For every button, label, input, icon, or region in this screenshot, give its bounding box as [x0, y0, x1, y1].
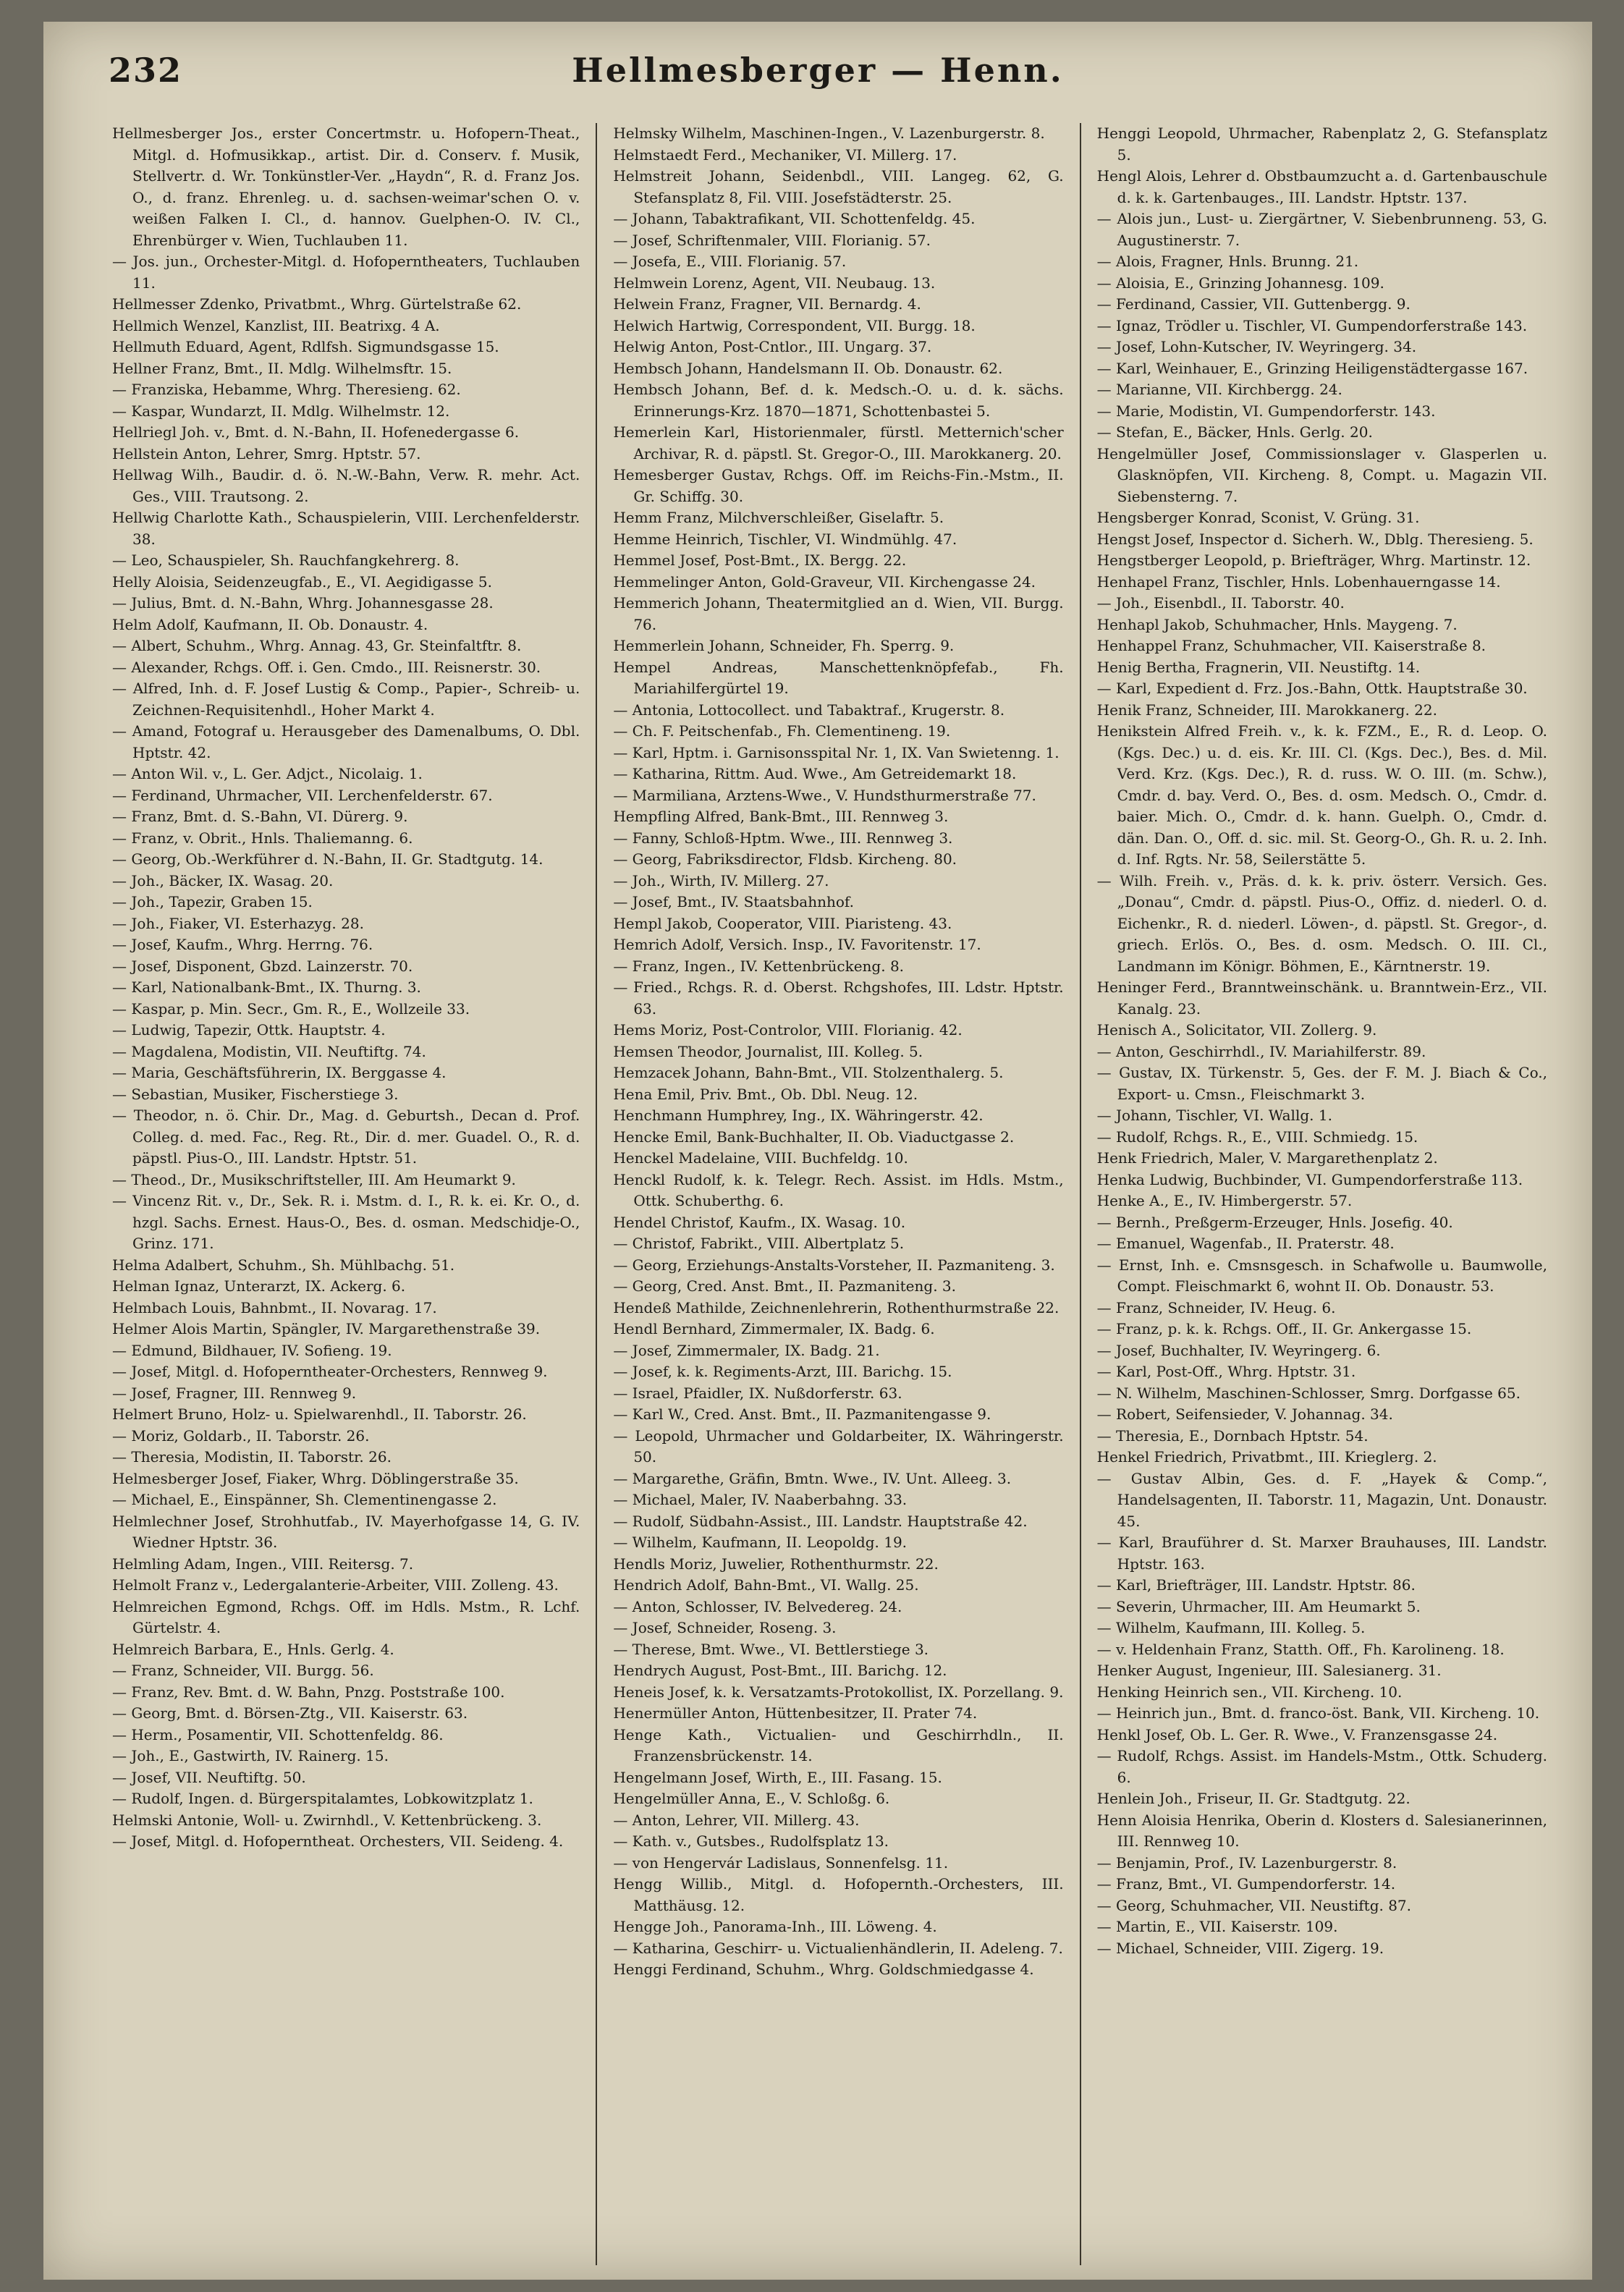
directory-entry: — Fanny, Schloß-Hptm. Wwe., III. Rennweg 3. [613, 829, 953, 847]
directory-entry: Helmstreit Johann, Seidenbdl., VIII. Langeg. 62, G. Stefansplatz 8, Fil. VIII. Josefstädterstr. 25. [613, 167, 1064, 206]
directory-entry: Henking Heinrich sen., VII. Kircheng. 10. [1096, 1683, 1403, 1701]
directory-entry: — Kaspar, Wundarzt, II. Mdlg. Wilhelmstr. 12. [112, 402, 450, 420]
directory-entry: — Theodor, n. ö. Chir. Dr., Mag. d. Geburtsh., Decan d. Prof. Colleg. d. med. Fac., Reg. Rt., Dir. d. mer. Guadel. O., R. d. päpstl. Pius-O., III. Landstr. Hptstr. 51. [112, 1107, 580, 1167]
directory-entry: — v. Heldenhain Franz, Statth. Off., Fh. Karolineng. 18. [1096, 1640, 1505, 1658]
directory-entry: — Josef, Kaufm., Whrg. Herrng. 76. [112, 936, 373, 953]
directory-entry: — Josef, Buchhalter, IV. Weyringerg. 6. [1096, 1341, 1381, 1359]
directory-entry: Hengst Josef, Inspector d. Sicherh. W., Dblg. Theresieng. 5. [1096, 530, 1534, 548]
directory-entry: Helmolt Franz v., Ledergalanterie-Arbeiter, VIII. Zolleng. 43. [112, 1576, 559, 1594]
directory-entry: — Rudolf, Rchgs. Assist. im Handels-Mstm., Ottk. Schuderg. 6. [1096, 1747, 1547, 1786]
directory-entry: — Marianne, VII. Kirchbergg. 24. [1096, 381, 1342, 398]
directory-entry: Henka Ludwig, Buchbinder, VI. Gumpendorferstraße 113. [1096, 1170, 1523, 1188]
directory-entry: — Vincenz Rit. v., Dr., Sek. R. i. Mstm. d. I., R. k. ei. Kr. O., d. hzgl. Sachs. Ernest. Haus-O., Bes. d. osman. Medschidje-O., Grinz. 171. [112, 1192, 580, 1252]
directory-entry: — Marie, Modistin, VI. Gumpendorferstr. 143. [1096, 402, 1436, 420]
directory-entry: Hempl Jakob, Cooperator, VIII. Piaristeng. 43. [613, 914, 952, 932]
directory-entry: — Franziska, Hebamme, Whrg. Theresieng. 62. [112, 381, 461, 398]
directory-entry: Helwein Franz, Fragner, VII. Bernardg. 4. [613, 295, 921, 313]
directory-entry: — Karl, Post-Off., Whrg. Hptstr. 31. [1096, 1363, 1356, 1380]
directory-entry: Hemzacek Johann, Bahn-Bmt., VII. Stolzenthalerg. 5. [613, 1064, 1004, 1081]
directory-entry: — Joh., Wirth, IV. Millerg. 27. [613, 871, 829, 889]
directory-entry: — Kath. v., Gutsbes., Rudolfsplatz 13. [613, 1832, 889, 1850]
directory-entry: — Georg, Fabriksdirector, Fldsb. Kircheng. 80. [613, 850, 957, 868]
directory-entry: Helly Aloisia, Seidenzeugfab., E., VI. Aegidigasse 5. [112, 572, 492, 591]
directory-entry: Hendrych August, Post-Bmt., III. Barichg. 12. [613, 1662, 947, 1679]
directory-entry: Hengg Willib., Mitgl. d. Hofopernth.-Orchesters, III. Matthäusg. 12. [613, 1875, 1064, 1914]
directory-entry: — Moriz, Goldarb., II. Taborstr. 26. [112, 1426, 370, 1445]
directory-entry: Henge Kath., Victualien- und Geschirrhdln., II. Franzensbrückenstr. 14. [613, 1725, 1064, 1764]
directory-entry: — Joh., E., Gastwirth, IV. Rainerg. 15. [112, 1747, 389, 1764]
directory-entry: — Robert, Seifensieder, V. Johannag. 34. [1096, 1405, 1393, 1423]
directory-entry: — Michael, Maler, IV. Naaberbahng. 33. [613, 1491, 908, 1508]
directory-entry: Hellmuth Eduard, Agent, Rdlfsh. Sigmundsgasse 15. [112, 338, 499, 355]
directory-entry: — Emanuel, Wagenfab., II. Praterstr. 48. [1096, 1235, 1395, 1252]
directory-entry: — Georg, Erziehungs-Anstalts-Vorsteher, II. Pazmaniteng. 3. [613, 1256, 1055, 1274]
directory-entry: Hems Moriz, Post-Controlor, VIII. Florianig. 42. [613, 1021, 963, 1039]
directory-entry: — Franz, Schneider, VII. Burgg. 56. [112, 1662, 374, 1679]
directory-entry: — Karl, Weinhauer, E., Grinzing Heiligenstädtergasse 167. [1096, 359, 1528, 377]
directory-entry: — Ferdinand, Cassier, VII. Guttenbergg. 9. [1096, 295, 1411, 313]
directory-entry: — Karl, Briefträger, III. Landstr. Hptstr. 86. [1096, 1576, 1416, 1594]
directory-entry: — Georg, Bmt. d. Börsen-Ztg., VII. Kaiserstr. 63. [112, 1704, 468, 1722]
directory-entry: — Rudolf, Rchgs. R., E., VIII. Schmiedg. 15. [1096, 1128, 1418, 1146]
directory-entry: Helmesberger Josef, Fiaker, Whrg. Döblingerstraße 35. [112, 1469, 519, 1487]
directory-entry: — Anton Wil. v., L. Ger. Adjct., Nicolaig. 1. [112, 765, 423, 782]
directory-entry: — Julius, Bmt. d. N.-Bahn, Whrg. Johannesgasse 28. [112, 594, 494, 612]
directory-entry: Helmwein Lorenz, Agent, VII. Neubaug. 13. [613, 274, 936, 292]
directory-entry: — Johann, Tischler, VI. Wallg. 1. [1096, 1107, 1332, 1124]
directory-entry: Hena Emil, Priv. Bmt., Ob. Dbl. Neug. 12. [613, 1085, 918, 1103]
directory-entry: Hellmich Wenzel, Kanzlist, III. Beatrixg. 4 A. [112, 316, 440, 334]
directory-entry: — Theresia, E., Dornbach Hptstr. 54. [1096, 1426, 1369, 1445]
running-head: Hellmesberger — Henn. [572, 51, 1064, 90]
directory-entry: — Alfred, Inh. d. F. Josef Lustig & Comp., Papier-, Schreib- u. Zeichnen-Requisitenhdl., Hoher Markt 4. [112, 680, 580, 719]
directory-entry: Heneis Josef, k. k. Versatzamts-Protokollist, IX. Porzellang. 9. [613, 1683, 1064, 1701]
directory-entry: — Franz, Bmt., VI. Gumpendorferstr. 14. [1096, 1875, 1396, 1893]
directory-entry: — Karl, Hptm. i. Garnisonsspital Nr. 1, IX. Van Swietenng. 1. [613, 743, 1060, 761]
directory-entry: Helmert Bruno, Holz- u. Spielwarenhdl., II. Taborstr. 26. [112, 1405, 527, 1423]
directory-entry: Hembsch Johann, Handelsmann II. Ob. Donaustr. 62. [613, 359, 1003, 377]
directory-entry: — Stefan, E., Bäcker, Hnls. Gerlg. 20. [1096, 423, 1373, 441]
directory-entry: Hendrich Adolf, Bahn-Bmt., VI. Wallg. 25. [613, 1576, 919, 1594]
directory-entry: Henn Aloisia Henrika, Oberin d. Klosters d. Salesianerinnen, III. Rennweg 10. [1096, 1811, 1547, 1850]
directory-entry: Helwich Hartwig, Correspondent, VII. Burgg. 18. [613, 316, 976, 334]
directory-entry: Henggi Leopold, Uhrmacher, Rabenplatz 2, G. Stefansplatz 5. [1096, 124, 1547, 164]
directory-entry: — Franz, Bmt. d. S.-Bahn, VI. Dürerg. 9. [112, 808, 408, 825]
directory-entry: Helmling Adam, Ingen., VIII. Reitersg. 7. [112, 1555, 414, 1573]
directory-entry: — Gustav Albin, Ges. d. F. „Hayek & Comp.“, Handelsagenten, II. Taborstr. 11, Magazin, Unt. Donaustr. 45. [1096, 1469, 1547, 1530]
directory-entry: Helmstaedt Ferd., Mechaniker, VI. Millerg. 17. [613, 145, 957, 164]
directory-entry: — Karl, Expedient d. Frz. Jos.-Bahn, Ottk. Hauptstraße 30. [1096, 680, 1528, 697]
directory-entry: — Michael, Schneider, VIII. Zigerg. 19. [1096, 1939, 1384, 1957]
directory-entry: — Georg, Ob.-Werkführer d. N.-Bahn, II. Gr. Stadtgutg. 14. [112, 850, 544, 868]
directory-entry: — Christof, Fabrikt., VIII. Albertplatz 5. [613, 1235, 905, 1252]
directory-entry: — Johann, Tabaktrafikant, VII. Schottenfeldg. 45. [613, 210, 976, 227]
directory-entry: — Heinrich jun., Bmt. d. franco-öst. Bank, VII. Kircheng. 10. [1096, 1704, 1540, 1722]
directory-entry: — Katharina, Rittm. Aud. Wwe., Am Getreidemarkt 18. [613, 765, 1017, 782]
directory-entry: Henker August, Ingenieur, III. Salesianerg. 31. [1096, 1662, 1442, 1679]
directory-entry: Helmlechner Josef, Strohhutfab., IV. Mayerhofgasse 14, G. IV. Wiedner Hptstr. 36. [112, 1512, 580, 1551]
directory-entry: — Kaspar, p. Min. Secr., Gm. R., E., Wollzeile 33. [112, 999, 470, 1018]
directory-entry: — Franz, p. k. k. Rchgs. Off., II. Gr. Ankergasse 15. [1096, 1320, 1472, 1337]
directory-entry: — Wilhelm, Kaufmann, III. Kolleg. 5. [1096, 1619, 1366, 1636]
directory-entry: — Anton, Lehrer, VII. Millerg. 43. [613, 1811, 860, 1829]
directory-entry: Hendls Moriz, Juwelier, Rothenthurmstr. 22. [613, 1555, 939, 1573]
directory-entry: Hellwag Wilh., Baudir. d. ö. N.-W.-Bahn, Verw. R. mehr. Act. Ges., VIII. Trautsong. 2. [112, 466, 580, 505]
directory-entry: Helmski Antonie, Woll- u. Zwirnhdl., V. Kettenbrückeng. 3. [112, 1811, 542, 1829]
directory-entry: — Anton, Schlosser, IV. Belvedereg. 24. [613, 1597, 902, 1615]
directory-entry: — Amand, Fotograf u. Herausgeber des Damenalbums, O. Dbl. Hptstr. 42. [112, 722, 580, 761]
directory-entry: Hendel Christof, Kaufm., IX. Wasag. 10. [613, 1213, 906, 1231]
directory-entry: — Josef, Fragner, III. Rennweg 9. [112, 1384, 357, 1402]
directory-entry: — Leo, Schauspieler, Sh. Rauchfangkehrerg. 8. [112, 551, 460, 569]
directory-entry: — Franz, Ingen., IV. Kettenbrückeng. 8. [613, 957, 905, 975]
directory-entry: Henhappel Franz, Schuhmacher, VII. Kaiserstraße 8. [1096, 637, 1486, 654]
directory-entry: — Josef, Mitgl. d. Hofoperntheat. Orchesters, VII. Seideng. 4. [112, 1832, 564, 1850]
directory-entry: Hellstein Anton, Lehrer, Smrg. Hptstr. 57. [112, 444, 421, 462]
directory-entry: — Marmiliana, Arztens-Wwe., V. Hundsthurmerstraße 77. [613, 786, 1036, 804]
directory-entry: Hellmesser Zdenko, Privatbmt., Whrg. Gürtelstraße 62. [112, 295, 522, 313]
directory-entry: — Josef, Disponent, Gbzd. Lainzerstr. 70. [112, 957, 413, 975]
directory-entry: Henermüller Anton, Hüttenbesitzer, II. Prater 74. [613, 1704, 978, 1722]
directory-entry: — Josef, Lohn-Kutscher, IV. Weyringerg. 34. [1096, 338, 1417, 355]
directory-entry: Henckel Madelaine, VIII. Buchfeldg. 10. [613, 1149, 908, 1167]
directory-entry: — Joh., Fiaker, VI. Esterhazyg. 28. [112, 914, 364, 932]
directory-entry: — Antonia, Lottocollect. und Tabaktraf., Krugerstr. 8. [613, 701, 1005, 719]
directory-entry: Hellwig Charlotte Kath., Schauspielerin, VIII. Lerchenfelderstr. 38. [112, 509, 580, 548]
directory-entry: Hemesberger Gustav, Rchgs. Off. im Reichs-Fin.-Mstm., II. Gr. Schiffg. 30. [613, 466, 1064, 505]
directory-entry: Henkl Josef, Ob. L. Ger. R. Wwe., V. Franzensgasse 24. [1096, 1725, 1498, 1743]
directory-entry: — Edmund, Bildhauer, IV. Sofieng. 19. [112, 1341, 392, 1359]
directory-entry: — Ignaz, Trödler u. Tischler, VI. Gumpendorferstraße 143. [1096, 316, 1528, 334]
directory-entry: — Fried., Rchgs. R. d. Oberst. Rchgshofes, III. Ldstr. Hptstr. 63. [613, 978, 1064, 1018]
directory-entry: — Michael, E., Einspänner, Sh. Clementinengasse 2. [112, 1491, 497, 1508]
directory-entry: Hellmesberger Jos., erster Concertmstr. u. Hofopern-Theat., Mitgl. d. Hofmusikkap., artist. Dir. d. Conserv. f. Musik, Stellvertr. d. Wr. Tonkünstler-Ver. „Haydn“, R. d. Franz Jos. O., d. franz. Ehrenleg. u. d. sachsen-weimar'schen O. v. weißen Falken I. Cl., d. hannov. Guelphen-O. IV. Cl., Ehrenbürger v. Wien, Tuchlauben 11. [112, 124, 580, 249]
directory-entry: Henkel Friedrich, Privatbmt., III. Krieglerg. 2. [1096, 1448, 1437, 1466]
directory-entry: Hengelmüller Anna, E., V. Schloßg. 6. [613, 1790, 890, 1807]
directory-entry: Helmsky Wilhelm, Maschinen-Ingen., V. Lazenburgerstr. 8. [613, 124, 1045, 142]
directory-entry: — Gustav, IX. Türkenstr. 5, Ges. der F. M. J. Biach & Co., Export- u. Cmsn., Fleischmarkt 3. [1096, 1064, 1547, 1103]
directory-entry: — Katharina, Geschirr- u. Victualienhändlerin, II. Adeleng. 7. [613, 1939, 1063, 1957]
directory-entry: — Franz, Rev. Bmt. d. W. Bahn, Pnzg. Poststraße 100. [112, 1683, 505, 1701]
directory-entry: — Karl, Nationalbank-Bmt., IX. Thurng. 3. [112, 978, 421, 996]
directory-entry: — Ernst, Inh. e. Cmsnsgesch. in Schafwolle u. Baumwolle, Compt. Fleischmarkt 6, wohnt II. Ob. Donaustr. 53. [1096, 1256, 1547, 1295]
directory-entry: — Josef, k. k. Regiments-Arzt, III. Barichg. 15. [613, 1363, 952, 1380]
directory-entry: Hellriegl Joh. v., Bmt. d. N.-Bahn, II. Hofenedergasse 6. [112, 423, 520, 441]
directory-entry: — Therese, Bmt. Wwe., VI. Bettlerstiege 3. [613, 1640, 929, 1658]
directory-entry: — Josefa, E., VIII. Florianig. 57. [613, 253, 847, 270]
directory-entry: — von Hengervár Ladislaus, Sonnenfelsg. 11. [613, 1853, 949, 1872]
directory-entry: Henig Bertha, Fragnerin, VII. Neustiftg. 14. [1096, 658, 1421, 676]
directory-entry: — Sebastian, Musiker, Fischerstiege 3. [112, 1085, 399, 1103]
directory-entry: — Wilh. Freih. v., Präs. d. k. k. priv. österr. Versich. Ges. „Donau“, Cmdr. d. päpstl. Pius-O., Offiz. d. niederl. O. d. Eichenkr., R. d. niederl. Löwen-, d. päpstl. St. Gregor-, d. griech. Erlös. O., Bes. d. osm. Medsch. O. III. Cl., Landmann im Königr. Böhmen, E., Kärntnerstr. 19. [1096, 871, 1547, 975]
directory-entry: Henikstein Alfred Freih. v., k. k. FZM., E., R. d. Leop. O. (Kgs. Dec.) u. d. eis. Kr. III. Cl. (Kgs. Dec.), Bes. d. Mil. Verd. Krz. (Kgs. Dec.), R. d. russ. W. O. III. (m. Schw.), Cmdr. d. bay. Verd. O., Bes. d. osm. Medsch. O., Cmdr. d. baier. Mich. O., Cmdr. d. k. hann. Guelph. O., Cmdr. d. dän. Dan. O., Off. d. sic. mil. St. Georg-O., Gh. R. u. 2. Inh. d. Inf. Rgts. Nr. 58, Seilerstätte 5. [1096, 722, 1547, 868]
directory-entry: Hengsberger Konrad, Sconist, V. Grüng. 31. [1096, 509, 1420, 526]
directory-entry: Helmreich Barbara, E., Hnls. Gerlg. 4. [112, 1640, 394, 1658]
directory-entry: — Ch. F. Peitschenfab., Fh. Clementineng. 19. [613, 722, 951, 740]
directory-entry: Henisch A., Solicitator, VII. Zollerg. 9. [1096, 1021, 1377, 1039]
directory-entry: Hencke Emil, Bank-Buchhalter, II. Ob. Viaductgasse 2. [613, 1128, 1015, 1146]
directory-page [43, 22, 1592, 2280]
directory-entry: Henckl Rudolf, k. k. Telegr. Rech. Assist. im Hdls. Mstm., Ottk. Schuberthg. 6. [613, 1170, 1064, 1209]
directory-entry: — Georg, Schuhmacher, VII. Neustiftg. 87. [1096, 1896, 1412, 1914]
directory-entry: Helwig Anton, Post-Cntlor., III. Ungarg. 37. [613, 338, 932, 355]
directory-entry: — Franz, Schneider, IV. Heug. 6. [1096, 1298, 1336, 1316]
directory-entry: — Joh., Bäcker, IX. Wasag. 20. [112, 871, 334, 889]
directory-entry: — Ludwig, Tapezir, Ottk. Hauptstr. 4. [112, 1021, 386, 1039]
directory-entry: — Albert, Schuhm., Whrg. Annag. 43, Gr. Steinfaltftr. 8. [112, 637, 522, 654]
directory-entry: — Israel, Pfaidler, IX. Nußdorferstr. 63. [613, 1384, 902, 1402]
directory-entry: Hendl Bernhard, Zimmermaler, IX. Badg. 6. [613, 1320, 935, 1337]
directory-entry: Henik Franz, Schneider, III. Marokkanerg. 22. [1096, 701, 1437, 719]
directory-entry: — Georg, Cred. Anst. Bmt., II. Pazmaniteng. 3. [613, 1277, 956, 1295]
directory-entry: Hemmelinger Anton, Gold-Graveur, VII. Kirchengasse 24. [613, 572, 1036, 591]
directory-entry: — Alois jun., Lust- u. Ziergärtner, V. Siebenbrunneng. 53, G. Augustinerstr. 7. [1096, 210, 1547, 249]
directory-entry: — Rudolf, Südbahn-Assist., III. Landstr. Hauptstraße 42. [613, 1512, 1028, 1530]
directory-entry: — Karl W., Cred. Anst. Bmt., II. Pazmanitengasse 9. [613, 1405, 991, 1423]
directory-entry: — Herm., Posamentir, VII. Schottenfeldg. 86. [112, 1725, 444, 1743]
directory-entry: — Theod., Dr., Musikschriftsteller, III. Am Heumarkt 9. [112, 1170, 516, 1188]
directory-entry: Hemme Heinrich, Tischler, VI. Windmühlg. 47. [613, 530, 957, 548]
page-number: 232 [109, 51, 183, 90]
entry-columns [112, 123, 1563, 2265]
directory-entry: Heninger Ferd., Branntweinschänk. u. Branntwein-Erz., VII. Kanalg. 23. [1096, 978, 1547, 1018]
directory-entry: — Aloisia, E., Grinzing Johannesg. 109. [1096, 274, 1384, 292]
directory-entry: Henk Friedrich, Maler, V. Margarethenplatz 2. [1096, 1149, 1438, 1167]
directory-entry: — Karl, Brauführer d. St. Marxer Brauhauses, III. Landstr. Hptstr. 163. [1096, 1534, 1547, 1573]
directory-entry: — Wilhelm, Kaufmann, II. Leopoldg. 19. [613, 1534, 908, 1551]
directory-entry: — Benjamin, Prof., IV. Lazenburgerstr. 8. [1096, 1853, 1397, 1872]
directory-entry: Henhapel Franz, Tischler, Hnls. Lobenhauerngasse 14. [1096, 572, 1501, 591]
directory-entry: Henke A., E., IV. Himbergerstr. 57. [1096, 1192, 1353, 1209]
directory-entry: Hembsch Johann, Bef. d. k. Medsch.-O. u. d. k. sächs. Erinnerungs-Krz. 1870—1871, Schottenbastei 5. [613, 381, 1064, 420]
directory-entry: Helman Ignaz, Unterarzt, IX. Ackerg. 6. [112, 1277, 406, 1295]
directory-entry: Hellner Franz, Bmt., II. Mdlg. Wilhelmsftr. 15. [112, 359, 452, 377]
directory-entry: — N. Wilhelm, Maschinen-Schlosser, Smrg. Dorfgasse 65. [1096, 1384, 1521, 1402]
column-right [1080, 123, 1563, 2265]
directory-entry: Hengelmüller Josef, Commissionslager v. Glasperlen u. Glasknöpfen, VII. Kircheng. 8, Compt. u. Magazin VII. Siebensterng. 7. [1096, 444, 1547, 505]
page-header [43, 43, 1592, 109]
directory-entry: Hemsen Theodor, Journalist, III. Kolleg. 5. [613, 1042, 923, 1060]
directory-entry: Hengl Alois, Lehrer d. Obstbaumzucht a. d. Gartenbauschule d. k. k. Gartenbauges., III. Landstr. Hptstr. 137. [1096, 167, 1547, 206]
directory-entry: Hempfling Alfred, Bank-Bmt., III. Rennweg 3. [613, 808, 949, 825]
directory-entry: Hengge Joh., Panorama-Inh., III. Löweng. 4. [613, 1918, 937, 1935]
directory-entry: Hemmerich Johann, Theatermitglied an d. Wien, VII. Burgg. 76. [613, 594, 1064, 633]
directory-entry: Henggi Ferdinand, Schuhm., Whrg. Goldschmiedgasse 4. [613, 1961, 1034, 1978]
directory-entry: — Joh., Eisenbdl., II. Taborstr. 40. [1096, 594, 1345, 612]
directory-entry: — Anton, Geschirrhdl., IV. Mariahilferstr. 89. [1096, 1042, 1426, 1060]
directory-entry: Helmbach Louis, Bahnbmt., II. Novarag. 17. [112, 1298, 437, 1316]
directory-entry: — Leopold, Uhrmacher und Goldarbeiter, IX. Währingerstr. 50. [613, 1426, 1064, 1466]
directory-entry: Helma Adalbert, Schuhm., Sh. Mühlbachg. 51. [112, 1256, 455, 1274]
column-left [112, 123, 596, 2265]
directory-entry: — Severin, Uhrmacher, III. Am Heumarkt 5. [1096, 1597, 1421, 1615]
directory-entry: — Josef, Bmt., IV. Staatsbahnhof. [613, 893, 854, 910]
column-middle [596, 123, 1079, 2265]
directory-entry: — Franz, v. Obrit., Hnls. Thaliemanng. 6. [112, 829, 413, 847]
directory-entry: — Margarethe, Gräfin, Bmtn. Wwe., IV. Unt. Alleeg. 3. [613, 1469, 1012, 1487]
directory-entry: — Rudolf, Ingen. d. Bürgerspitalamtes, Lobkowitzplatz 1. [112, 1790, 533, 1807]
directory-entry: — Alois, Fragner, Hnls. Brunng. 21. [1096, 253, 1359, 270]
directory-entry: — Maria, Geschäftsführerin, IX. Berggasse 4. [112, 1064, 447, 1081]
directory-entry: Hemmerlein Johann, Schneider, Fh. Sperrg. 9. [613, 637, 955, 654]
directory-entry: Helmer Alois Martin, Spängler, IV. Margarethenstraße 39. [112, 1320, 541, 1337]
directory-entry: — Josef, Mitgl. d. Hofoperntheater-Orchesters, Rennweg 9. [112, 1363, 548, 1380]
directory-entry: — Ferdinand, Uhrmacher, VII. Lerchenfelderstr. 67. [112, 786, 493, 804]
directory-entry: Hemrich Adolf, Versich. Insp., IV. Favoritenstr. 17. [613, 936, 981, 953]
directory-entry: Henlein Joh., Friseur, II. Gr. Stadtgutg. 22. [1096, 1790, 1411, 1807]
directory-entry: — Bernh., Preßgerm-Erzeuger, Hnls. Josefig. 40. [1096, 1213, 1453, 1231]
directory-entry: — Theresia, Modistin, II. Taborstr. 26. [112, 1448, 392, 1466]
directory-entry: — Josef, Zimmermaler, IX. Badg. 21. [613, 1341, 880, 1359]
directory-entry: Helm Adolf, Kaufmann, II. Ob. Donaustr. 4. [112, 615, 428, 633]
directory-entry: Hemmel Josef, Post-Bmt., IX. Bergg. 22. [613, 551, 907, 569]
directory-entry: Hemm Franz, Milchverschleißer, Giselaftr. 5. [613, 509, 944, 526]
directory-entry: — Magdalena, Modistin, VII. Neuftiftg. 74. [112, 1042, 426, 1060]
directory-entry: — Josef, VII. Neuftiftg. 50. [112, 1768, 306, 1786]
directory-entry: — Jos. jun., Orchester-Mitgl. d. Hofoperntheaters, Tuchlauben 11. [112, 253, 580, 292]
directory-entry: — Alexander, Rchgs. Off. i. Gen. Cmdo., III. Reisnerstr. 30. [112, 658, 541, 676]
directory-entry: Henchmann Humphrey, Ing., IX. Währingerstr. 42. [613, 1107, 984, 1124]
directory-entry: Hendeß Mathilde, Zeichnenlehrerin, Rothenthurmstraße 22. [613, 1298, 1060, 1316]
directory-entry: Henhapl Jakob, Schuhmacher, Hnls. Maygeng. 7. [1096, 615, 1458, 633]
directory-entry: Hengstberger Leopold, p. Briefträger, Whrg. Martinstr. 12. [1096, 551, 1531, 569]
directory-entry: Helmreichen Egmond, Rchgs. Off. im Hdls. Mstm., R. Lchf. Gürtelstr. 4. [112, 1597, 580, 1636]
directory-entry: — Joh., Tapezir, Graben 15. [112, 893, 313, 910]
directory-entry: — Josef, Schneider, Roseng. 3. [613, 1619, 837, 1636]
directory-entry: — Josef, Schriftenmaler, VIII. Florianig. 57. [613, 231, 931, 249]
directory-entry: Hempel Andreas, Manschettenknöpfefab., Fh. Mariahilfergürtel 19. [613, 658, 1064, 697]
directory-entry: Hengelmann Josef, Wirth, E., III. Fasang. 15. [613, 1768, 942, 1786]
directory-entry: Hemerlein Karl, Historienmaler, fürstl. Metternich'scher Archivar, R. d. päpstl. St. Gregor-O., III. Marokkanerg. 20. [613, 423, 1064, 462]
directory-entry: — Martin, E., VII. Kaiserstr. 109. [1096, 1918, 1338, 1935]
